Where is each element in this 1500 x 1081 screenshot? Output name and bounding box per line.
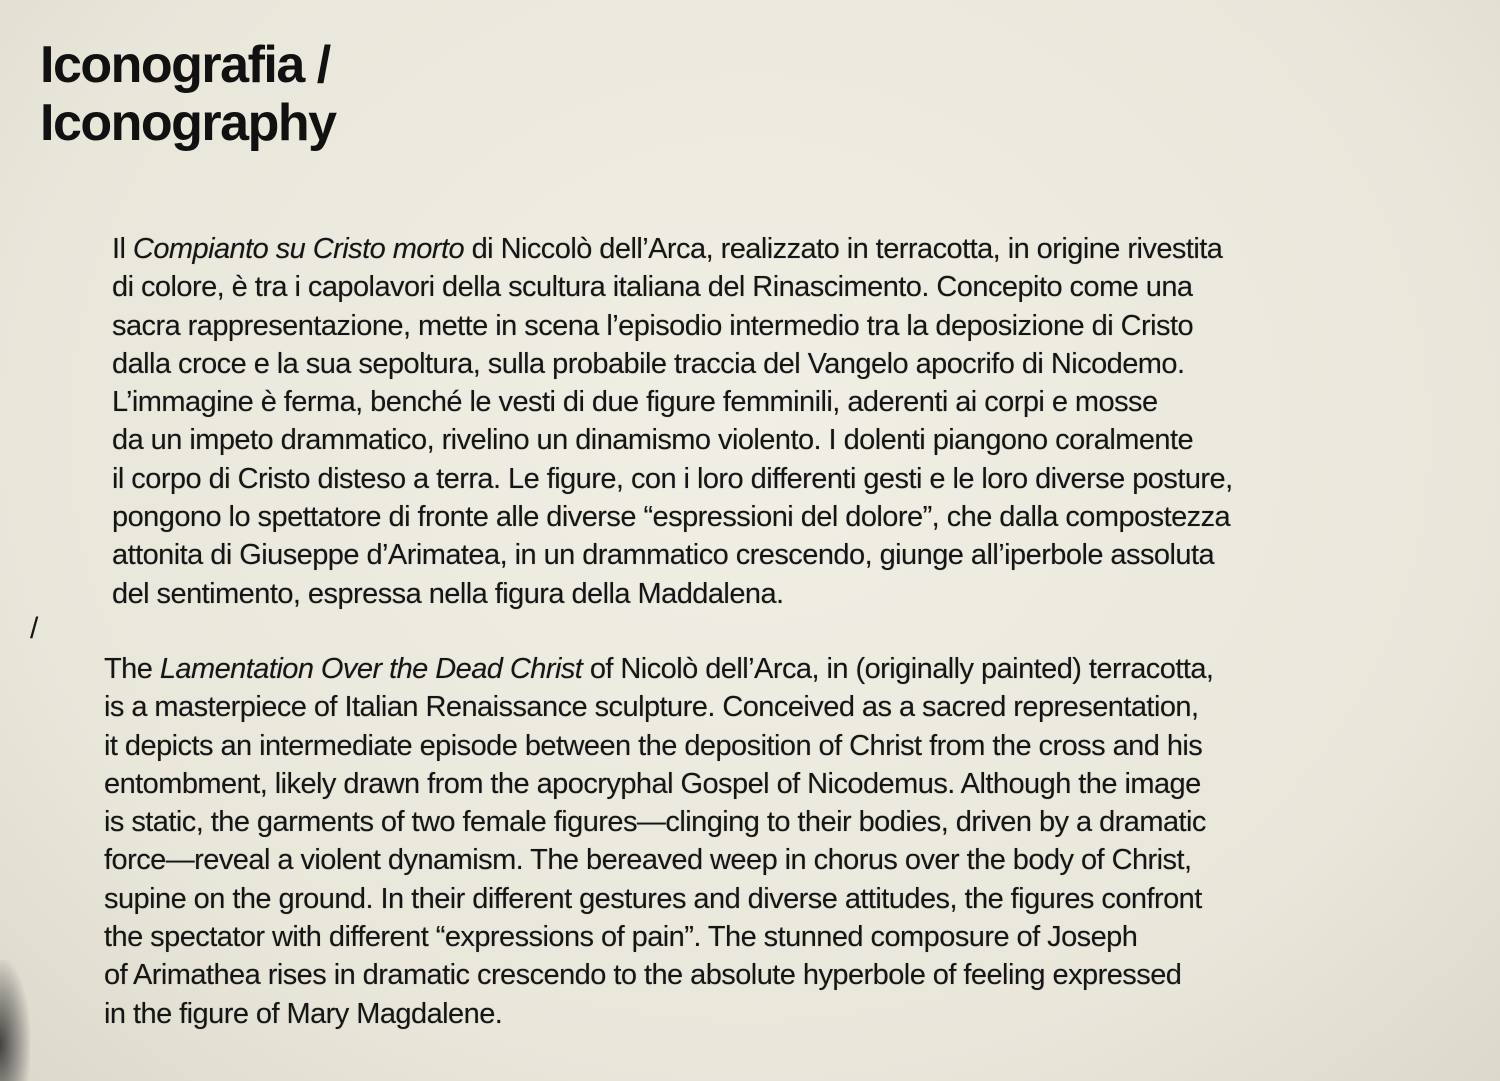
italian-line: del sentimento, espressa nella figura della Maddalena.	[112, 577, 784, 610]
artwork-title-italian: Compianto su Cristo morto	[132, 233, 465, 265]
placard-title	[40, 36, 336, 152]
english-line: force—reveal a violent dynamism. The bereaved weep in chorus over the body of Christ,	[104, 844, 1192, 877]
title-english: Iconography	[40, 94, 336, 152]
english-line: it depicts an intermediate episode between the deposition of Christ from the cross and his	[104, 729, 1203, 762]
english-line: supine on the ground. In their different gestures and diverse attitudes, the figures confront	[104, 882, 1202, 915]
english-line: of Arimathea rises in dramatic crescendo to the absolute hyperbole of feeling expressed	[104, 959, 1182, 992]
italian-line: Il Compianto su Cristo morto di Niccolò dell’Arca, realizzato in terracotta, in origine rivestita	[112, 233, 1223, 265]
italian-line: attonita di Giuseppe d’Arimatea, in un drammatico crescendo, giunge all’iperbole assoluta	[112, 539, 1215, 572]
artwork-title-english: Lamentation Over the Dead Christ	[159, 653, 583, 685]
title-italian: Iconografia /	[40, 36, 330, 94]
language-separator: /	[30, 612, 39, 645]
italian-line: sacra rappresentazione, mette in scena l’episodio intermedio tra la deposizione di Cristo	[112, 309, 1194, 342]
english-line: the spectator with different “expressions of pain”. The stunned composure of Joseph	[104, 921, 1138, 954]
italian-line: dalla croce e la sua sepoltura, sulla probabile traccia del Vangelo apocrifo di Nicodemo.	[112, 347, 1185, 380]
english-line: entombment, likely drawn from the apocryphal Gospel of Nicodemus. Although the image	[104, 767, 1201, 800]
english-line: is static, the garments of two female figures—clinging to their bodies, driven by a dramatic	[104, 806, 1206, 839]
english-line: is a masterpiece of Italian Renaissance sculpture. Conceived as a sacred representation,	[104, 691, 1199, 724]
italian-line: il corpo di Cristo disteso a terra. Le figure, con i loro differenti gesti e le loro diverse posture,	[112, 462, 1233, 495]
italian-line: pongono lo spettatore di fronte alle diverse “espressioni del dolore”, che dalla compostezza	[112, 501, 1231, 534]
corner-shadow	[0, 960, 30, 1081]
english-description	[104, 650, 1213, 1033]
italian-line: da un impeto drammatico, rivelino un dinamismo violento. I dolenti piangono coralmente	[112, 424, 1194, 457]
english-line: The Lamentation Over the Dead Christ of Nicolò dell’Arca, in (originally painted) terracotta,	[104, 653, 1214, 685]
italian-description	[112, 230, 1233, 613]
english-line: in the figure of Mary Magdalene.	[104, 997, 503, 1030]
italian-line: di colore, è tra i capolavori della scultura italiana del Rinascimento. Concepito come una	[112, 271, 1193, 304]
italian-line: L’immagine è ferma, benché le vesti di due figure femminili, aderenti ai corpi e mosse	[112, 386, 1158, 419]
